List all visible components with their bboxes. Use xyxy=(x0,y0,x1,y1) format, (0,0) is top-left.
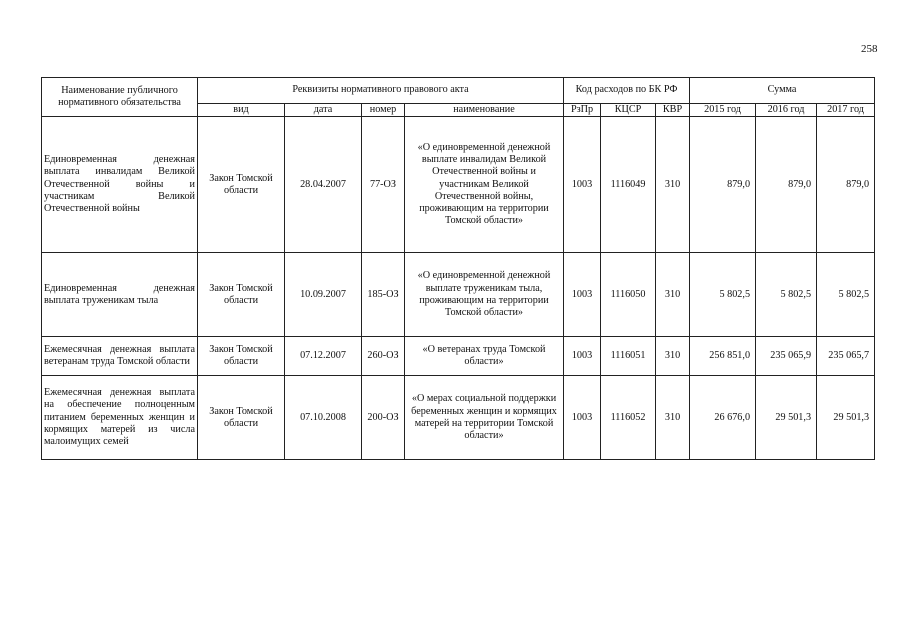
sum-2015-cell: 256 851,0 xyxy=(690,337,756,376)
act-kind-cell: Закон Томской области xyxy=(198,337,285,376)
header-act-number: номер xyxy=(362,104,405,117)
act-number-cell: 185-ОЗ xyxy=(362,253,405,337)
header-2017: 2017 год xyxy=(817,104,875,117)
sum-2017-cell: 29 501,3 xyxy=(817,376,875,460)
act-date-cell: 07.12.2007 xyxy=(285,337,362,376)
rzpr-cell: 1003 xyxy=(564,376,601,460)
header-act-name: наименование xyxy=(405,104,564,117)
header-sum-group: Сумма xyxy=(690,78,875,104)
header-kcsr: КЦСР xyxy=(601,104,656,117)
sum-2016-cell: 5 802,5 xyxy=(756,253,817,337)
header-kvr: КВР xyxy=(656,104,690,117)
sum-2017-cell: 235 065,7 xyxy=(817,337,875,376)
sum-2016-cell: 29 501,3 xyxy=(756,376,817,460)
sum-2016-cell: 235 065,9 xyxy=(756,337,817,376)
header-2016: 2016 год xyxy=(756,104,817,117)
kvr-cell: 310 xyxy=(656,253,690,337)
header-act-kind: вид xyxy=(198,104,285,117)
kcsr-cell: 1116051 xyxy=(601,337,656,376)
obligations-table xyxy=(41,77,875,460)
act-name-cell: «О мерах социальной поддержки беременных женщин и кормящих матерей на территории Томской области» xyxy=(405,376,564,460)
act-name-cell: «О единовременной денежной выплате инвалидам Великой Отечественной войны и участникам Великой Отечественной войны, проживающим на территории Томской области» xyxy=(405,117,564,253)
act-date-cell: 07.10.2008 xyxy=(285,376,362,460)
act-kind-cell: Закон Томской области xyxy=(198,117,285,253)
act-date-cell: 28.04.2007 xyxy=(285,117,362,253)
rzpr-cell: 1003 xyxy=(564,253,601,337)
sum-2015-cell: 26 676,0 xyxy=(690,376,756,460)
header-obligation-name: Наименование публичного нормативного обязательства xyxy=(42,78,198,117)
sum-2015-cell: 5 802,5 xyxy=(690,253,756,337)
act-name-cell: «О ветеранах труда Томской области» xyxy=(405,337,564,376)
kcsr-cell: 1116052 xyxy=(601,376,656,460)
sum-2016-cell: 879,0 xyxy=(756,117,817,253)
header-kbk-group: Код расходов по БК РФ xyxy=(564,78,690,104)
act-kind-cell: Закон Томской области xyxy=(198,376,285,460)
table-row xyxy=(42,337,875,376)
table-row xyxy=(42,376,875,460)
header-rzpr: РзПр xyxy=(564,104,601,117)
obligation-cell: Единовременная денежная выплата инвалидам Великой Отечественной войны и участникам Великой Отечественной войны xyxy=(42,117,198,253)
header-2015: 2015 год xyxy=(690,104,756,117)
kcsr-cell: 1116049 xyxy=(601,117,656,253)
sum-2017-cell: 879,0 xyxy=(817,117,875,253)
header-act-date: дата xyxy=(285,104,362,117)
act-date-cell: 10.09.2007 xyxy=(285,253,362,337)
obligation-cell: Ежемесячная денежная выплата ветеранам труда Томской области xyxy=(42,337,198,376)
act-number-cell: 77-ОЗ xyxy=(362,117,405,253)
act-kind-cell: Закон Томской области xyxy=(198,253,285,337)
kvr-cell: 310 xyxy=(656,376,690,460)
sum-2017-cell: 5 802,5 xyxy=(817,253,875,337)
rzpr-cell: 1003 xyxy=(564,337,601,376)
act-number-cell: 260-ОЗ xyxy=(362,337,405,376)
sum-2015-cell: 879,0 xyxy=(690,117,756,253)
obligation-cell: Единовременная денежная выплата труженикам тыла xyxy=(42,253,198,337)
kvr-cell: 310 xyxy=(656,117,690,253)
act-name-cell: «О единовременной денежной выплате труженикам тыла, проживающим на территории Томской области» xyxy=(405,253,564,337)
page-number: 258 xyxy=(861,43,878,55)
table-row xyxy=(42,253,875,337)
kcsr-cell: 1116050 xyxy=(601,253,656,337)
obligation-cell: Ежемесячная денежная выплата на обеспечение полноценным питанием беременных женщин и кормящих матерей из числа малоимущих семей xyxy=(42,376,198,460)
act-number-cell: 200-ОЗ xyxy=(362,376,405,460)
header-act-group: Реквизиты нормативного правового акта xyxy=(198,78,564,104)
rzpr-cell: 1003 xyxy=(564,117,601,253)
kvr-cell: 310 xyxy=(656,337,690,376)
header-row-groups xyxy=(42,78,875,104)
table-row xyxy=(42,117,875,253)
